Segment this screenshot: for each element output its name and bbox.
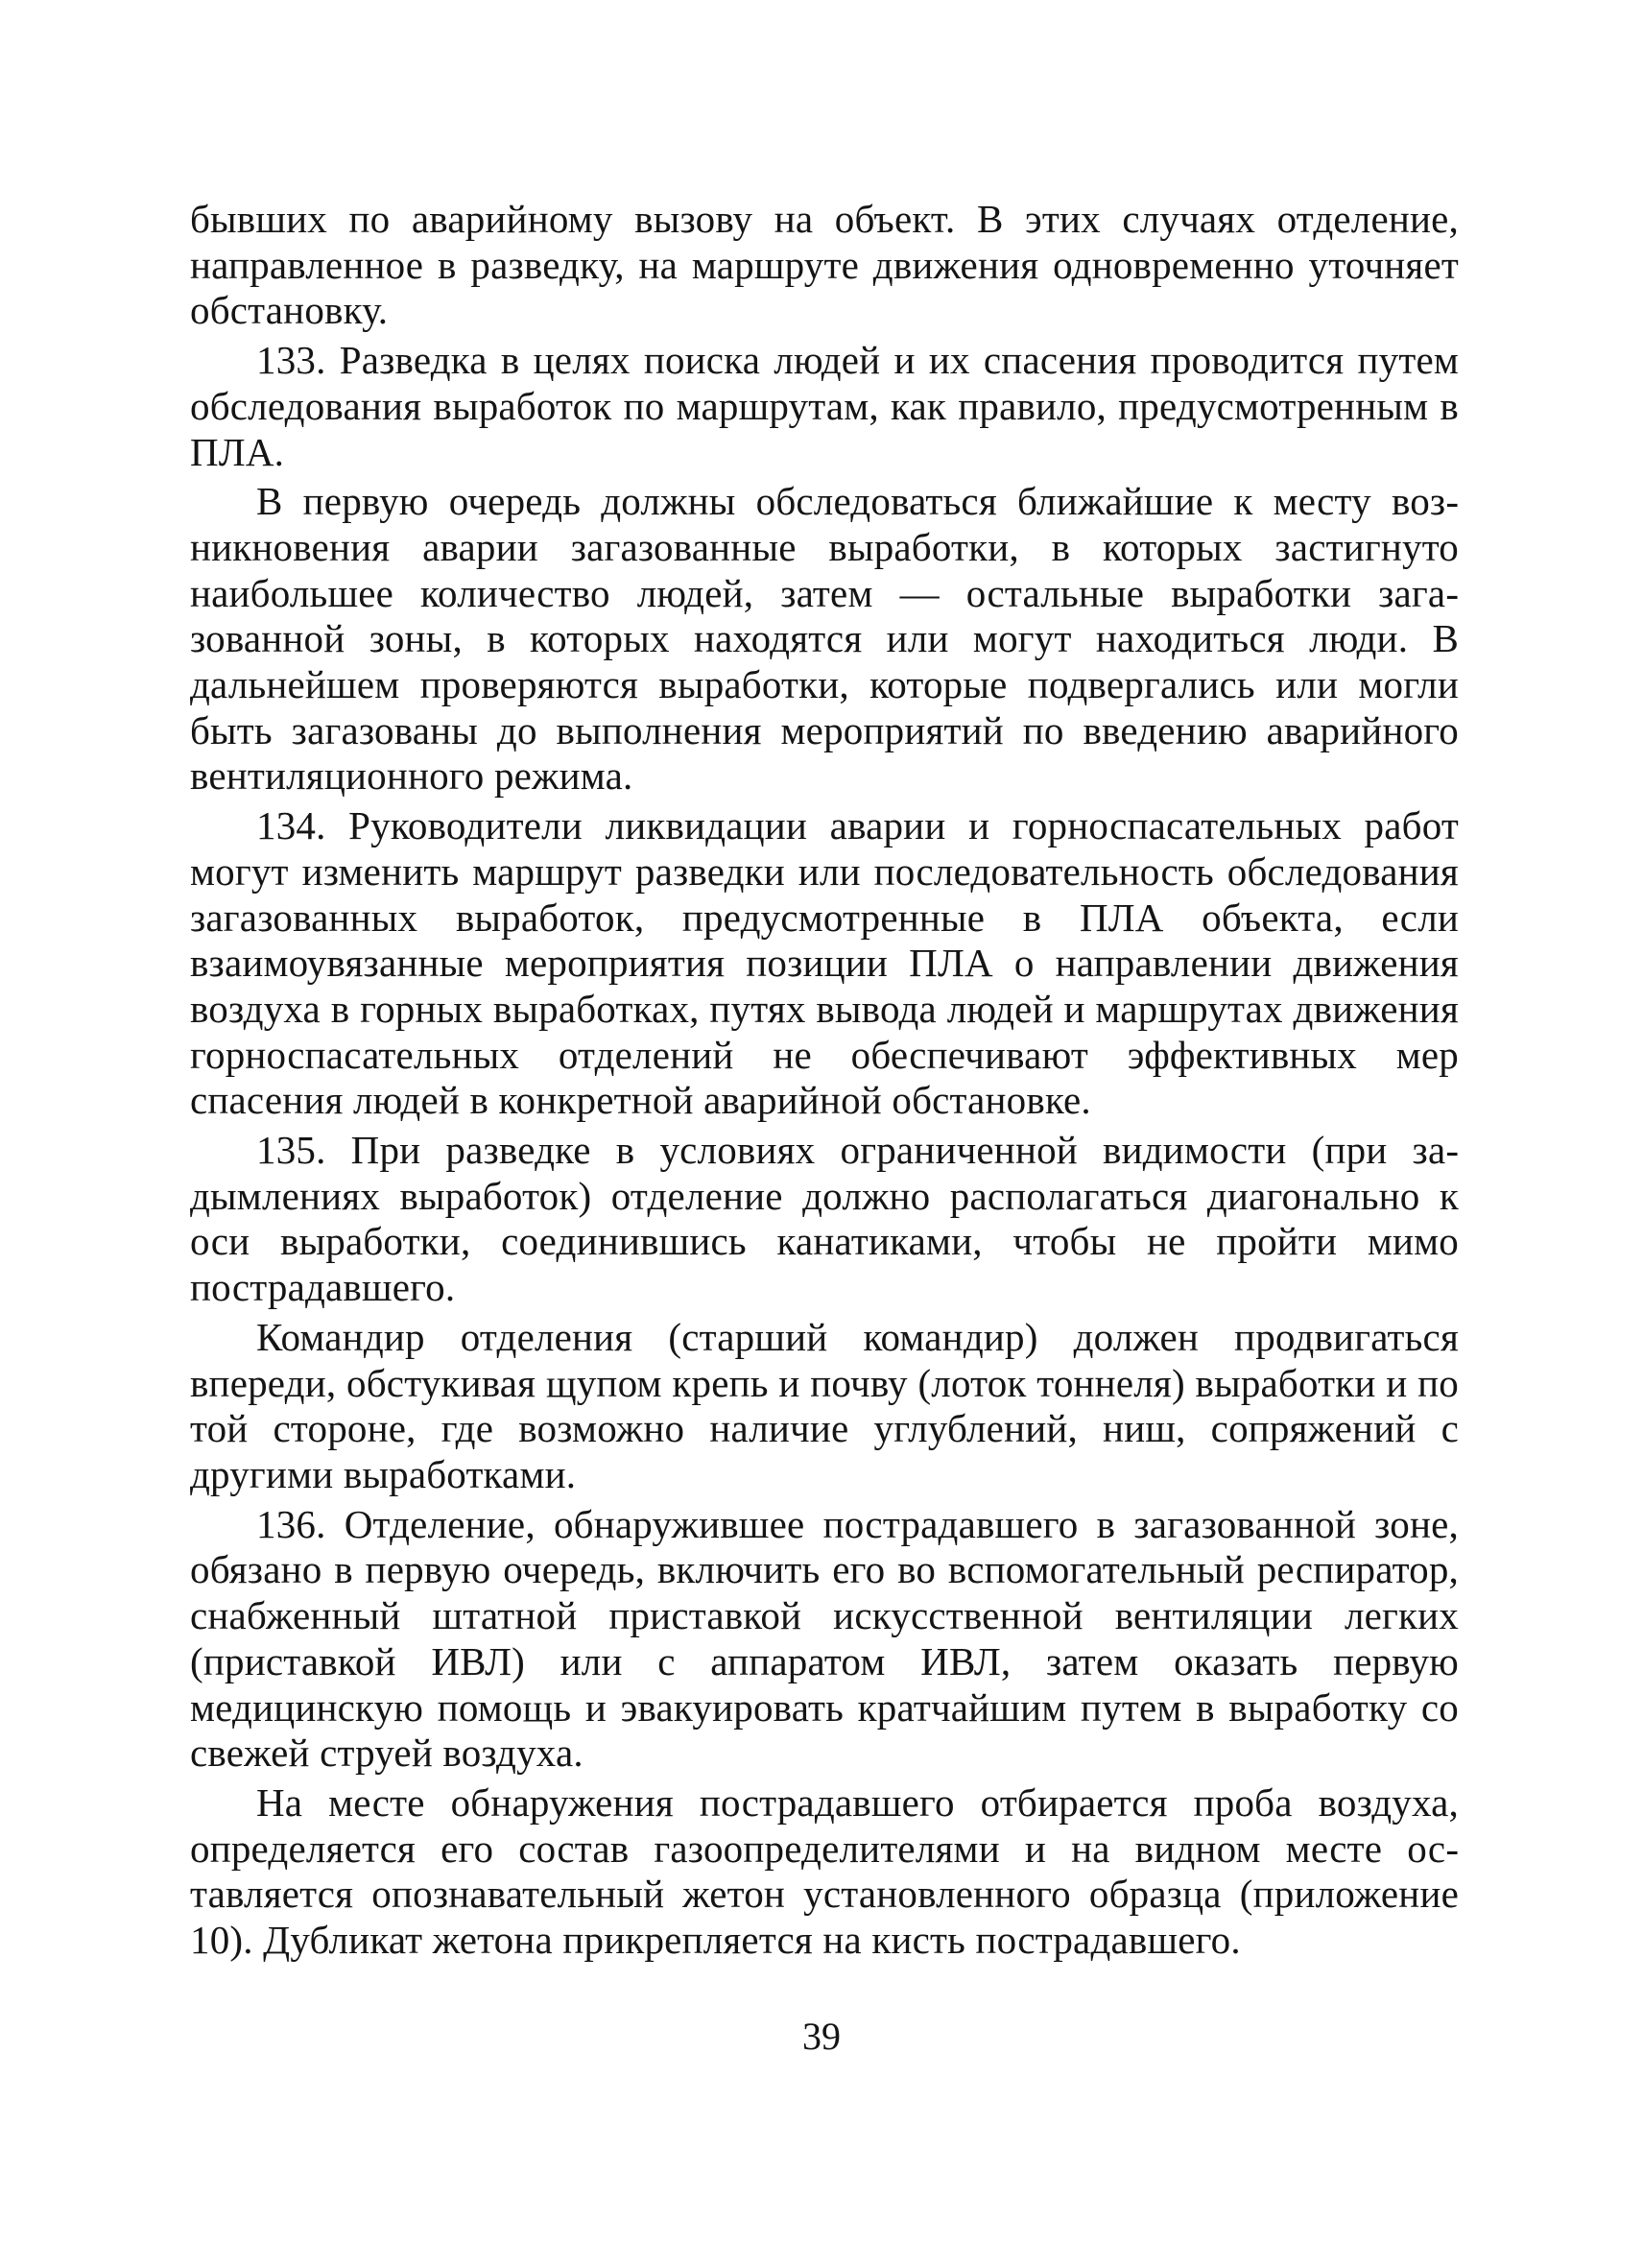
paragraph-136: 136. Отделение, обнаружившее пострадавшего в загазованной зоне, обязано в первую очередь, включить его во вспомогательный респиратор, снабженный штатной приставкой искусственной вентиляции легких (приставкой ИВЛ) или с аппаратом ИВЛ, затем оказать первую медицинскую помощь и эвакуировать кратчайшим путем в выработку со свежей струей воздуха. [190,1501,1459,1776]
paragraph-133-priority: В первую очередь должны обследоваться ближайшие к месту возникновения аварии загазованные выработки, в которых застигнуто наибольшее количество людей, затем — остальные выработки загазованной зоны, в которых находятся или могут находиться люди. В дальнейшем проверяются выработки, которые подвергались или могли быть загазованы до выполнения мероприятий по введению аварийного вентиляционного режима. [190,479,1459,799]
page-number: 39 [802,2015,841,2058]
page-body-text [190,197,1459,1968]
paragraph-135: 135. При разведке в условиях ограниченной видимости (при задымлениях выработок) отделение должно располагаться диагонально к оси выработки, соединившись канатиками, чтобы не пройти мимо пострадавшего. [190,1128,1459,1310]
paragraph-136-air-sample: На месте обнаружения пострадавшего отбирается проба воздуха, определяется его состав газоопределителями и на видном месте оставляется опознавательный жетон установленного образца (приложение 10). Дубликат жетона прикрепляется на кисть пострадавшего. [190,1779,1459,1963]
paragraph-134: 134. Руководители ликвидации аварии и горноспасательных работ могут изменить маршрут разведки или последовательность обследования загазованных выработок, предусмотренные в ПЛА объекта, если взаимоувязанные мероприятия позиции ПЛА о направлении движения воздуха в горных выработках, путях вывода людей и маршрутах движения горноспасательных отделений не обеспечивают эффективных мер спасения людей в конкретной аварийной обстановке. [190,803,1459,1123]
paragraph-133: 133. Разведка в целях поиска людей и их спасения проводится путем обследования выработок по маршрутам, как правило, предусмотренным в ПЛА. [190,338,1459,474]
paragraph-continuation: бывших по аварийному вызову на объект. В этих случаях отделение, направленное в разведку, на маршруте движения одновременно уточняет обстановку. [190,197,1459,333]
paragraph-135-commander: Командир отделения (старший командир) должен продвигаться впереди, обстукивая щупом крепь и почву (лоток тоннеля) выработки и по той стороне, где возможно наличие углублений, ниш, сопряжений с другими выработками. [190,1314,1459,1496]
